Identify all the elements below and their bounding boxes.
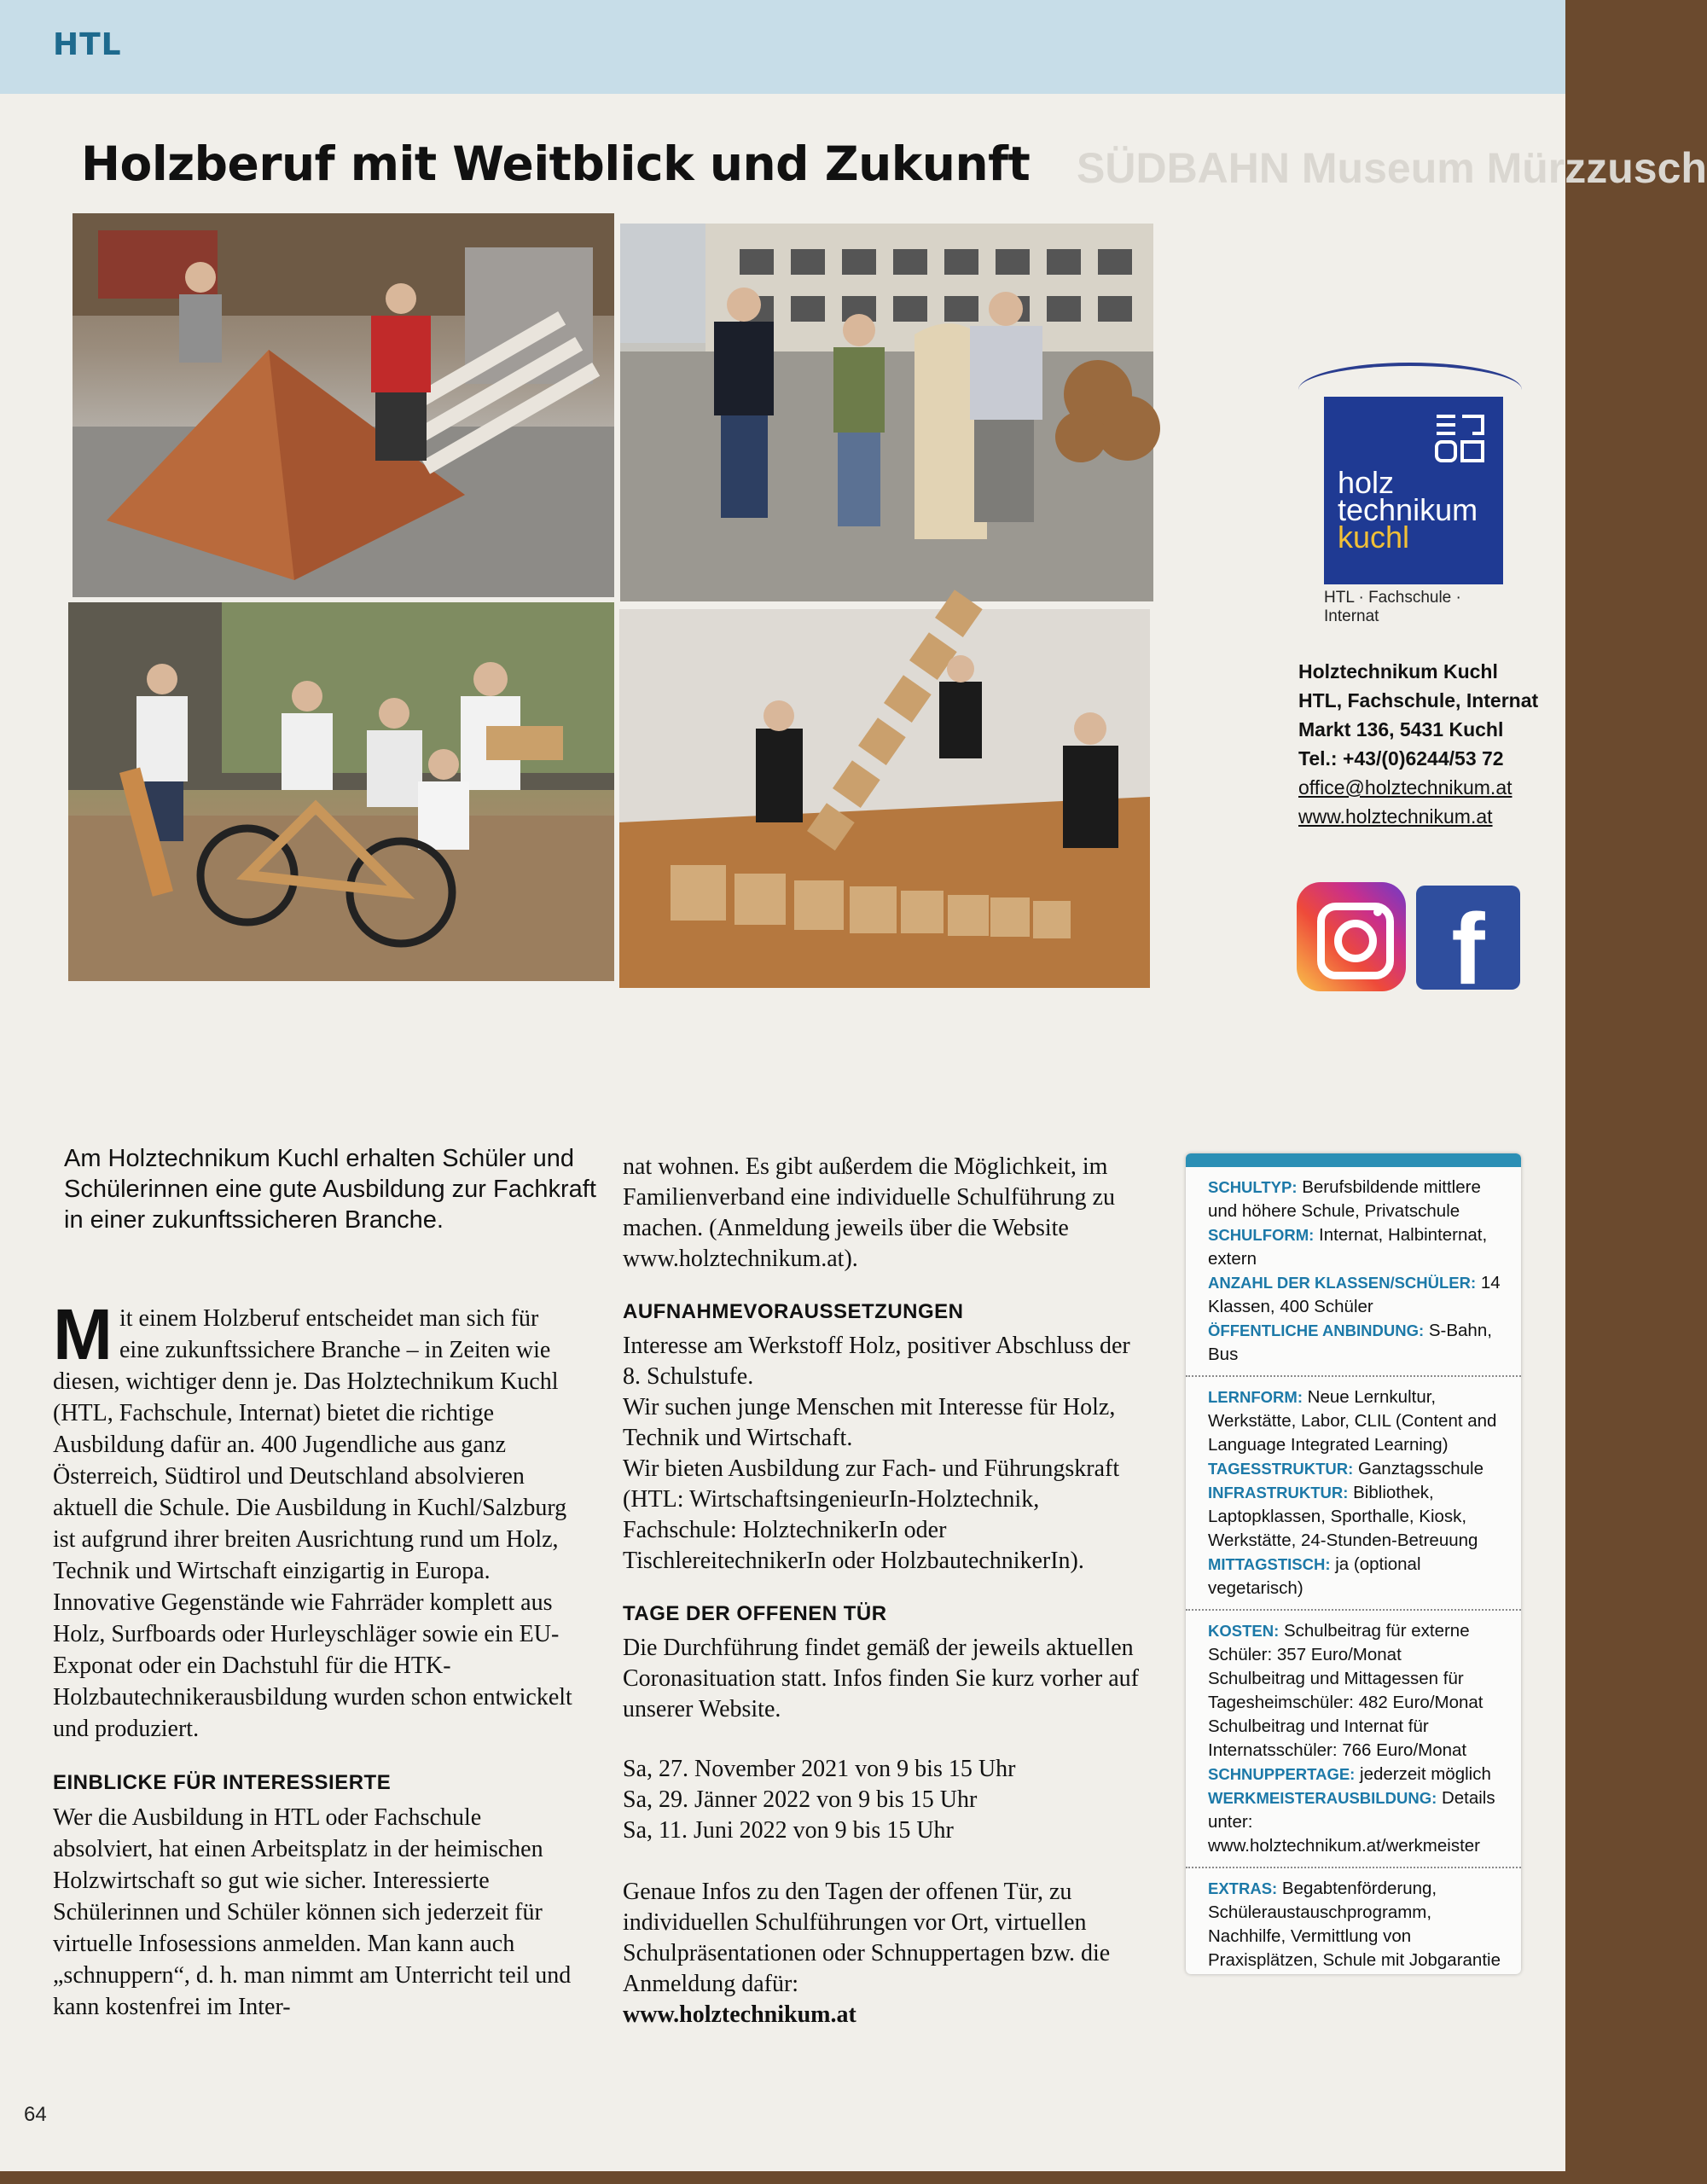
fact-entry [1208, 1457, 1501, 1481]
article-column-1 [53, 1294, 582, 2023]
facebook-icon[interactable]: f [1416, 886, 1520, 990]
contact-name: Holztechnikum Kuchl [1298, 660, 1498, 682]
fact-value: Begabtenförderung, Schüleraustauschprogramm, Nachhilfe, Vermittlung von Praxisplätzen, Schule mit Jobgarantie [1208, 1879, 1501, 1970]
contact-phone: Tel.: +43/(0)6244/53 72 [1298, 747, 1504, 770]
fact-key: TAGESSTRUKTUR: [1208, 1460, 1354, 1478]
article-headline: Holzberuf mit Weitblick und Zukunft [81, 136, 1031, 191]
logo-word-holz: holz [1338, 465, 1395, 500]
paragraph-infos: Genaue Infos zu den Tagen der offenen Tür, zu individuellen Schulführungen vor Ort, virtuellen Schulpräsentationen oder Schnuppertagen bzw. die Anmeldung dafür: [623, 1879, 1111, 1997]
fact-entry [1208, 1385, 1501, 1457]
photo-bike-group-illustration [68, 602, 614, 981]
fact-section [1186, 1377, 1521, 1611]
fact-key: SCHNUPPERTAGE: [1208, 1765, 1356, 1783]
fact-section [1186, 1611, 1521, 1868]
fact-key: ÖFFENTLICHE ANBINDUNG: [1208, 1321, 1425, 1339]
fact-key: EXTRAS: [1208, 1879, 1278, 1897]
logo-word-technikum: technikum [1338, 492, 1478, 527]
date-2: Sa, 29. Jänner 2022 von 9 bis 15 Uhr [623, 1786, 978, 1813]
fact-value: Schulbeitrag für externe Schüler: 357 Euro/Monat Schulbeitrag und Mittagessen für Tagesheimschüler: 482 Euro/Monat Schulbeitrag und Internat für Internatsschüler: 766 Euro/Monat [1208, 1621, 1483, 1760]
fact-entry [1208, 1619, 1501, 1763]
paragraph-intro-text: it einem Holzberuf entscheidet man sich für eine zukunftssichere Branche – in Zeiten wie diesen, wichtiger denn je. Das Holztechnikum Kuchl (HTL, Fachschule, Internat) bietet die richtige Ausbildung dafür an. 400 Jugendliche aus ganz Österreich, Südtirol und Deutschland absolvieren aktuell die Schule. Die Ausbildung in Kuchl/Salzburg ist aufgrund ihrer breiten Ausrichtung rund um Holz, Technik und Wirtschaft einzigartig in Europa. [53, 1305, 567, 1584]
article-lead: Am Holztechnikum Kuchl erhalten Schüler und Schülerinnen eine gute Ausbildung zur Fachkraft in einer zukunftssicheren Branche. [64, 1145, 596, 1234]
photo-courtyard-group [620, 224, 1153, 601]
fact-box-sections [1186, 1167, 1521, 1981]
logo-word-kuchl: kuchl [1338, 520, 1410, 555]
paragraph-internat: nat wohnen. Es gibt außerdem die Möglichkeit, im Familienverband eine individuelle Schulführung zu machen. (Anmeldung jeweils über die Website www.holztechnikum.at). [623, 1153, 1115, 1272]
fact-entry [1208, 1223, 1501, 1271]
page-number: 64 [24, 2103, 47, 2126]
fact-entry [1208, 1271, 1501, 1319]
heading-aufnahme: AUFNAHMEVORAUSSETZUNGEN [623, 1300, 964, 1323]
fact-box [1186, 1153, 1521, 1974]
logo-subtitle: HTL · Fachschule · Internat [1324, 589, 1461, 625]
article-column-2 [623, 1152, 1152, 2030]
contact-web-link[interactable]: www.holztechnikum.at [1298, 805, 1493, 828]
fact-key: LERNFORM: [1208, 1388, 1303, 1406]
photo-courtyard-group-illustration [620, 224, 1153, 601]
fact-key: INFRASTRUKTUR: [1208, 1484, 1349, 1502]
fact-key: WERKMEISTERAUSBILDUNG: [1208, 1789, 1437, 1807]
instagram-icon[interactable] [1297, 882, 1406, 991]
fact-value: Ganztagsschule [1353, 1459, 1483, 1478]
section-label: HTL [53, 27, 122, 62]
paragraph-products: Innovative Gegenstände wie Fahrräder komplett aus Holz, Surfboards oder Hurleyschläger sowie ein EU-Exponat oder ein Dachstuhl für die HTK-Holzbautechnikerausbildung wurden schon entwickelt und produziert. [53, 1589, 572, 1742]
contact-block [1298, 657, 1538, 831]
fact-section [1186, 1868, 1521, 1981]
photo-exhibit-room [619, 609, 1150, 988]
fact-key: MITTAGSTISCH: [1208, 1555, 1331, 1573]
logo-symbol-icon [1433, 411, 1488, 466]
fact-value: Neue Lernkultur, Werkstätte, Labor, CLIL (Content and Language Integrated Learning) [1208, 1387, 1497, 1455]
fact-entry [1208, 1319, 1501, 1367]
section-header-band [0, 0, 1565, 94]
photo-workshop-roof-illustration [73, 213, 614, 597]
fact-entry [1208, 1176, 1501, 1223]
instagram-icon-lens [1334, 920, 1377, 962]
paragraph-intro [53, 1294, 582, 1587]
website-link[interactable]: www.holztechnikum.at [623, 2001, 856, 2028]
photo-exhibit-room-illustration [619, 609, 1150, 988]
contact-address: Markt 136, 5431 Kuchl [1298, 718, 1504, 741]
date-1: Sa, 27. November 2021 von 9 bis 15 Uhr [623, 1756, 1016, 1782]
fact-key: SCHULTYP: [1208, 1178, 1298, 1196]
logo-wordmark [1338, 465, 1478, 555]
fact-entry [1208, 1763, 1501, 1786]
fact-value: Internat, Halbinternat, extern [1208, 1225, 1488, 1269]
photo-workshop-roof [73, 213, 614, 597]
fact-entry [1208, 1553, 1501, 1600]
heading-tage: TAGE DER OFFENEN TÜR [623, 1602, 887, 1625]
photo-bike-group [68, 602, 614, 981]
contact-type: HTL, Fachschule, Internat [1298, 689, 1539, 712]
fact-key: SCHULFORM: [1208, 1226, 1315, 1244]
fact-key: KOSTEN: [1208, 1622, 1280, 1640]
instagram-icon-dot [1373, 908, 1382, 916]
fact-value: S-Bahn, Bus [1208, 1321, 1492, 1364]
fact-section [1186, 1167, 1521, 1377]
fact-key: ANZAHL DER KLASSEN/SCHÜLER: [1208, 1274, 1477, 1292]
fact-entry [1208, 1481, 1501, 1553]
fact-value: 14 Klassen, 400 Schüler [1208, 1273, 1501, 1316]
paragraph-suchen: Wir suchen junge Menschen mit Interesse für Holz, Technik und Wirtschaft. [623, 1394, 1116, 1451]
paragraph-einblicke: Wer die Ausbildung in HTL oder Fachschule absolviert, hat einen Arbeitsplatz in der heimischen Holzwirtschaft so gut wie sicher. Interessierte Schülerinnen und Schüler können sich jederzeit für virtuelle Infosessions anmelden. Man kann auch „schnuppern“, d. h. man nimmt am Unterricht teil und kann kostenfrei im Inter- [53, 1804, 572, 2020]
paragraph-voraussetzung: Interesse am Werkstoff Holz, positiver Abschluss der 8. Schulstufe. [623, 1333, 1130, 1390]
fact-value: Bibliothek, Laptopklassen, Sporthalle, Kiosk, Werkstätte, 24-Stunden-Betreuung [1208, 1483, 1478, 1550]
fact-value: Berufsbildende mittlere und höhere Schule, Privatschule [1208, 1177, 1481, 1221]
fact-value: Details unter: www.holztechnikum.at/werkmeister [1208, 1788, 1495, 1856]
drop-cap: M [53, 1294, 113, 1374]
fact-entry [1208, 1877, 1501, 1972]
bleed-through-title: SÜDBAHN Museum Mürzzusch [1077, 144, 1707, 192]
paragraph-corona: Die Durchführung findet gemäß der jeweils aktuellen Coronasituation statt. Infos finden Sie kurz vorher auf unserer Website. [623, 1635, 1139, 1722]
date-3: Sa, 11. Juni 2022 von 9 bis 15 Uhr [623, 1817, 954, 1844]
paragraph-bieten: Wir bieten Ausbildung zur Fach- und Führungskraft (HTL: WirtschaftsingenieurIn-Holztechnik, Fachschule: HolztechnikerIn oder TischlereitechnikerIn oder HolzbautechnikerIn). [623, 1455, 1120, 1574]
fact-entry [1208, 1786, 1501, 1858]
contact-email-link[interactable]: office@holztechnikum.at [1298, 776, 1512, 799]
fact-box-accent-bar [1186, 1153, 1521, 1167]
heading-einblicke: EINBLICKE FÜR INTERESSIERTE [53, 1771, 392, 1794]
fact-value: ja (optional vegetarisch) [1208, 1554, 1421, 1598]
fact-value: jederzeit möglich [1355, 1764, 1491, 1784]
